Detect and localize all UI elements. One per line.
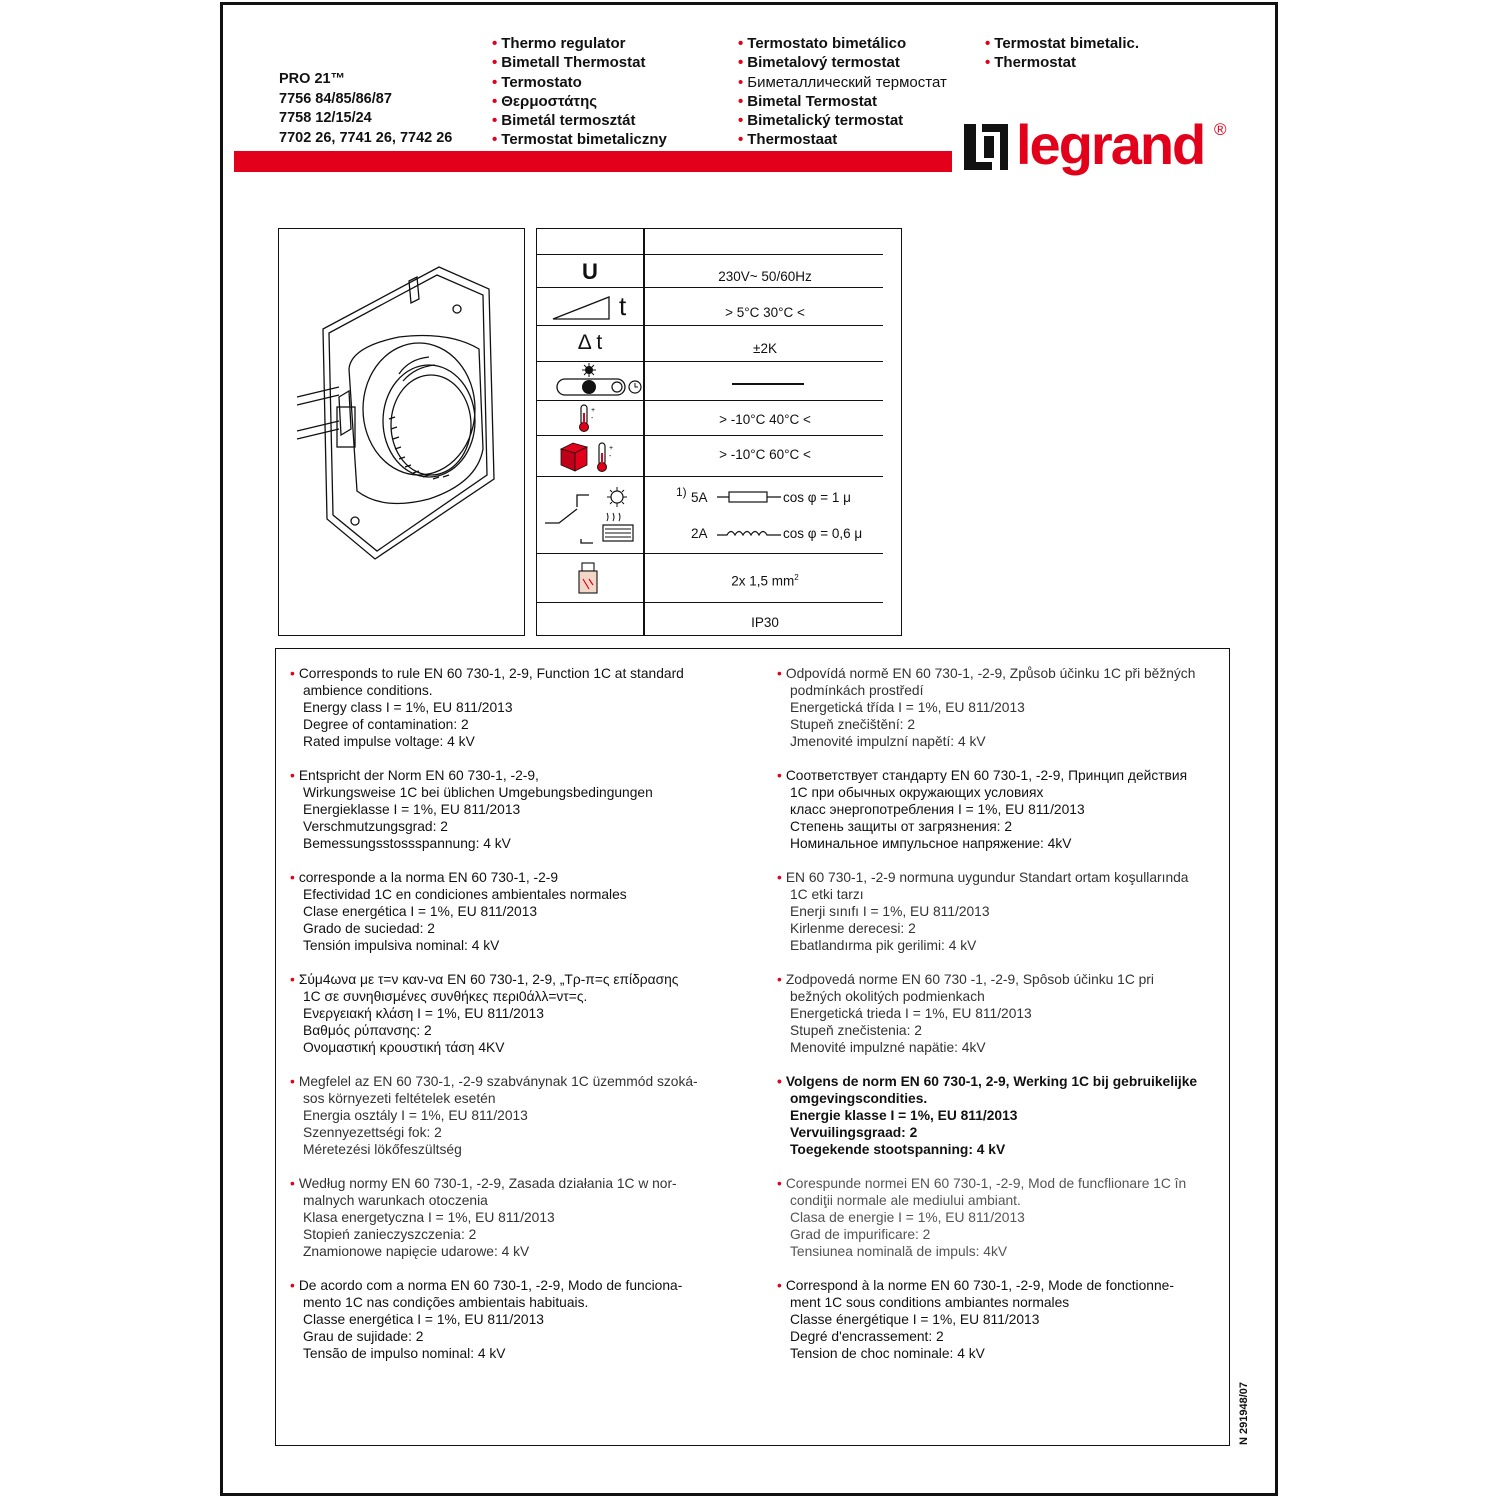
svg-text:-: - <box>609 453 612 460</box>
para-line: Znamionowe napięcie udarowe: 4 kV <box>303 1244 530 1260</box>
svg-text:+: + <box>591 407 596 414</box>
para-line: Grado de suciedad: 2 <box>303 921 435 937</box>
para-line: Stupeň znečištění: 2 <box>790 717 916 733</box>
para-line: Szennyezettségi fok: 2 <box>303 1125 442 1141</box>
para-line: Verschmutzungsgrad: 2 <box>303 819 448 835</box>
title-item: Bimetál termosztát <box>501 112 636 130</box>
para-line: Méretezési lökőfeszültség <box>303 1142 462 1158</box>
day-night-icon <box>539 363 643 399</box>
switch-contact-icon <box>543 483 639 549</box>
para-line: Energia osztály I = 1%, EU 811/2013 <box>303 1108 528 1124</box>
right-paragraph-4: • Volgens de norm EN 60 730-1, 2-9, Werking 1C bij gebruikelijke omgevingscondities. Energie klasse I = 1%, EU 811/2013 Vervuilingsgraad: 2 Toegekende stootspanning: 4 kV <box>765 1073 1197 1158</box>
para-line: Volgens de norm EN 60 730-1, 2-9, Werking 1C bij gebruikelijke <box>785 1074 1198 1089</box>
para-line: Stupeň znečistenia: 2 <box>790 1023 922 1039</box>
right-paragraph-0: • Odpovídá normě EN 60 730-1, -2-9, Způsob účinku 1C při běžných podmínkách prostředí Energetická třída I = 1%, EU 811/2013 Stupeň znečištění: 2 Jmenovité impulzní napětí: 4 kV <box>765 665 1195 750</box>
left-paragraph-2: • corresponde a la norma EN 60 730-1, -2-9 Efectividad 1C en condiciones ambientales normales Clase energética I = 1%, EU 811/2013 Grado de suciedad: 2 Tensión impulsiva nominal: 4 kV <box>278 869 627 954</box>
para-line: Odpovídá normě EN 60 730-1, -2-9, Způsob účinku 1C při běžných <box>785 666 1196 681</box>
svg-text:-: - <box>591 415 594 422</box>
spec-row-line <box>537 553 883 554</box>
load1-amp: 5A <box>691 490 708 505</box>
para-line: Energetická třída I = 1%, EU 811/2013 <box>790 700 1025 716</box>
para-line: Wirkungsweise 1C bei üblichen Umgebungsbedingungen <box>303 785 653 801</box>
para-line: Σύμ4ωνα με τ=ν καν-να EN 60 730-1, 2-9, „Τρ-π=ς επίδρασης <box>298 972 679 987</box>
para-line: Entspricht der Norm EN 60 730-1, -2-9, <box>298 768 539 783</box>
cable-sup: 2 <box>794 573 799 582</box>
title-item: Bimetalický termostat <box>747 112 904 130</box>
registered-mark: ® <box>1214 120 1227 139</box>
inductor-icon <box>717 526 781 540</box>
spec-row-line <box>537 476 883 477</box>
cable-text: 2x 1,5 mm <box>731 573 795 589</box>
title-item: Thermostat <box>994 54 1076 72</box>
voltage-symbol: U <box>582 259 598 284</box>
title-column-1: • Thermo regulator • Bimetall Thermostat • Termostato • Θερμοστάτης • Bimetál termosztát • Termostat bimetaliczny <box>492 35 667 149</box>
para-line: malnych warunkach otoczenia <box>303 1193 488 1209</box>
load2-cos: cos φ = 0,6 μ <box>783 526 863 541</box>
title-item: Thermostaat <box>747 131 838 149</box>
para-line: Tension de choc nominale: 4 kV <box>790 1346 985 1362</box>
load1-cos: cos φ = 1 μ <box>783 490 851 505</box>
title-item: Termostato <box>501 73 582 91</box>
title-item: Bimetal Termostat <box>747 92 878 110</box>
para-line: bežných okolitých podmienkach <box>790 989 985 1005</box>
para-line: Megfelel az EN 60 730-1, -2-9 szabványnak 1C üzemmód szoká- <box>298 1074 698 1089</box>
spec-row-line <box>537 254 883 255</box>
para-line: Degré d'encrassement: 2 <box>790 1329 944 1345</box>
ip-rating: IP30 <box>751 615 779 630</box>
product-line: PRO 21™ <box>279 71 346 87</box>
para-line: Według normy EN 60 730-1, -2-9, Zasada działania 1C w nor- <box>298 1176 677 1191</box>
para-line: Energieklasse I = 1%, EU 811/2013 <box>303 802 521 818</box>
spec-row-line <box>537 435 883 436</box>
spec-row-line <box>537 400 883 401</box>
resistor-icon <box>717 490 781 504</box>
para-line: Bemessungsstossspannung: 4 kV <box>303 836 511 852</box>
para-line: Energetická trieda I = 1%, EU 811/2013 <box>790 1006 1032 1022</box>
spec-row-line <box>537 325 883 326</box>
para-line: ambience conditions. <box>303 683 433 699</box>
title-item: Bimetalový termostat <box>747 54 900 72</box>
para-line: Energy class I = 1%, EU 811/2013 <box>303 700 513 716</box>
para-line: Grau de sujidade: 2 <box>303 1329 424 1345</box>
para-line: Соответствует стандарту EN 60 730-1, -2-9, Принцип действия <box>785 768 1188 783</box>
title-item: Θερμοστάτης <box>501 92 598 110</box>
title-column-2: • Termostato bimetálico • Bimetalový termostat • Биметаллический термостат • Bimetal Termostat • Bimetalický termostat • Thermostaat <box>738 35 947 149</box>
right-paragraph-2: • EN 60 730-1, -2-9 normuna uygundur Standart ortam koşullarında 1C etki tarzı Enerji sınıfı I = 1%, EU 811/2013 Kirlenme derecesi: 2 Ebatlandırma pik gerilimi: 4 kV <box>765 869 1188 954</box>
para-line: sos környezeti feltételek esetén <box>303 1091 496 1107</box>
para-line: EN 60 730-1, -2-9 normuna uygundur Standart ortam koşullarında <box>785 870 1189 885</box>
title-item: Termostato bimetálico <box>747 35 907 52</box>
para-line: Tensión impulsiva nominal: 4 kV <box>303 938 500 954</box>
left-paragraph-0: • Corresponds to rule EN 60 730-1, 2-9, Function 1C at standard ambience conditions. Energy class I = 1%, EU 811/2013 Degree of contamination: 2 Rated impulse voltage: 4 kV <box>278 665 684 750</box>
title-item: Thermo regulator <box>501 35 626 52</box>
para-line: Tensiunea nominală de impuls: 4kV <box>790 1244 1008 1260</box>
left-paragraph-1: • Entspricht der Norm EN 60 730-1, -2-9, Wirkungsweise 1C bei üblichen Umgebungsbedingungen Energieklasse I = 1%, EU 811/2013 Verschmutzungsgrad: 2 Bemessungsstossspannung: 4 kV <box>278 767 653 852</box>
para-line: Clase energética I = 1%, EU 811/2013 <box>303 904 538 920</box>
product-line: 7702 26, 7741 26, 7742 26 <box>279 129 453 146</box>
range-symbol: t <box>619 291 627 321</box>
para-line: Classe energética I = 1%, EU 811/2013 <box>303 1312 544 1328</box>
para-line: Ονομαστική κρουστική τάση 4KV <box>303 1040 505 1056</box>
para-line: De acordo com a norma EN 60 730-1, -2-9, Modo de funciona- <box>298 1278 683 1293</box>
red-header-bar <box>234 151 952 172</box>
left-paragraph-6: • De acordo com a norma EN 60 730-1, -2-9, Modo de funciona- mento 1C nas condições ambientais habituais. Classe energética I = 1%, EU 811/2013 Grau de sujidade: 2 Tensão de impulso nominal: 4 kV <box>278 1277 682 1362</box>
range-ramp-icon <box>551 293 611 321</box>
para-line: Jmenovité impulzní napětí: 4 kV <box>790 734 986 750</box>
para-line: podmínkách prostředí <box>790 683 924 699</box>
spec-row-line <box>537 361 883 362</box>
para-line: mento 1C nas condições ambientais habituais. <box>303 1295 589 1311</box>
spec-table <box>536 228 902 636</box>
load2-amp: 2A <box>691 526 708 541</box>
para-line: Ενεργειακή κλάση I = 1%, EU 811/2013 <box>303 1006 544 1022</box>
para-line: Toegekende stootspanning: 4 kV <box>790 1142 1006 1158</box>
para-line: Clasa de energie I = 1%, EU 811/2013 <box>790 1210 1025 1226</box>
para-line: класс энергопотребления I = 1%, EU 811/2013 <box>790 802 1085 818</box>
product-drawing-box <box>278 228 525 636</box>
differential-value: ±2K <box>753 341 777 356</box>
document-number: N 291948/07 <box>1238 1382 1250 1445</box>
para-line: Classe énergétique I = 1%, EU 811/2013 <box>790 1312 1040 1328</box>
voltage-value: 230V~ 50/60Hz <box>718 269 812 284</box>
para-line: Degree of contamination: 2 <box>303 717 469 733</box>
para-line: Kirlenme derecesi: 2 <box>790 921 916 937</box>
para-line: Grad de impurificare: 2 <box>790 1227 931 1243</box>
para-line: Correspond à la norme EN 60 730-1, -2-9, Mode de fonctionne- <box>785 1278 1174 1293</box>
title-item: Биметаллический термостат <box>747 73 947 91</box>
para-line: Βαθμός ρύπανσης: 2 <box>303 1023 432 1039</box>
para-line: Efectividad 1C en condiciones ambientales normales <box>303 887 627 903</box>
load-note: 1) <box>676 485 687 499</box>
para-line: condiţii normale ale mediului ambiant. <box>790 1193 1021 1209</box>
para-line: Степень защиты от загрязнения: 2 <box>790 819 1013 835</box>
para-line: Tensão de impulso nominal: 4 kV <box>303 1346 506 1362</box>
spec-row-line <box>537 602 883 603</box>
para-line: Enerji sınıfı I = 1%, EU 811/2013 <box>790 904 990 920</box>
para-line: Номинальное импульсное напряжение: 4kV <box>790 836 1072 852</box>
thermostat-drawing-icon <box>279 229 524 635</box>
para-line: 1C etki tarzı <box>790 887 864 903</box>
para-line: ment 1C sous conditions ambiantes normales <box>790 1295 1070 1311</box>
right-paragraph-1: • Соответствует стандарту EN 60 730-1, -2-9, Принцип действия 1С при обычных окружающих условиях класс энергопотребления I = 1%, EU 811/2013 Степень защиты от загрязнения: 2 Номинальное импульсное напряжение: 4kV <box>765 767 1187 852</box>
left-paragraph-5: • Według normy EN 60 730-1, -2-9, Zasada działania 1C w nor- malnych warunkach otoczenia Klasa energetyczna I = 1%, EU 811/2013 Stopień zanieczyszczenia: 2 Znamionowe napięcie udarowe: 4 kV <box>278 1175 677 1260</box>
product-codes <box>279 70 452 148</box>
para-line: Zodpovedá norme EN 60 730 -1, -2-9, Spôsob účinku 1C pri <box>785 972 1154 987</box>
range-value: > 5°C 30°C < <box>725 305 805 320</box>
para-line: Energie klasse I = 1%, EU 811/2013 <box>790 1108 1018 1124</box>
legrand-logo <box>960 113 1232 192</box>
para-line: Rated impulse voltage: 4 kV <box>303 734 475 750</box>
para-line: 1C σε συνηθισμένες συνθήκες περι0άλλ=ντ=ς. <box>303 989 588 1005</box>
para-line: Vervuilingsgraad: 2 <box>790 1125 918 1141</box>
right-paragraph-3: • Zodpovedá norme EN 60 730 -1, -2-9, Spôsob účinku 1C pri bežných okolitých podmienkach Energetická trieda I = 1%, EU 811/2013 Stupeň znečistenia: 2 Menovité impulzné napätie: 4kV <box>765 971 1154 1056</box>
cable-value <box>644 573 886 589</box>
para-line: Corresponds to rule EN 60 730-1, 2-9, Function 1C at standard <box>298 666 684 681</box>
differential-symbol: Δ t <box>577 331 603 354</box>
title-item: Termostat bimetalic. <box>994 35 1140 52</box>
storage-temp-value: > -10°C 60°C < <box>719 447 811 462</box>
para-line: Klasa energetyczna I = 1%, EU 811/2013 <box>303 1210 555 1226</box>
para-line: Corespunde normei EN 60 730-1, -2-9, Mod de funcflionare 1C în <box>785 1176 1187 1191</box>
right-paragraph-5: • Corespunde normei EN 60 730-1, -2-9, Mod de funcflionare 1C în condiţii normale ale mediului ambiant. Clasa de energie I = 1%, EU 811/2013 Grad de impurificare: 2 Tensiunea nominală de impuls: 4kV <box>765 1175 1186 1260</box>
title-item: Bimetall Thermostat <box>501 54 646 72</box>
para-line: corresponde a la norma EN 60 730-1, -2-9 <box>298 870 559 885</box>
para-line: 1С при обычных окружающих условиях <box>790 785 1044 801</box>
left-paragraph-3: • Σύμ4ωνα με τ=ν καν-να EN 60 730-1, 2-9, „Τρ-π=ς επίδρασης 1C σε συνηθισμένες συνθήκες περι0άλλ=ντ=ς. Ενεργειακή κλάση I = 1%, EU 811/2013 Βαθμός ρύπανσης: 2 Ονομαστική κρουστική τάση 4KV <box>278 971 678 1056</box>
thermometer-icon <box>575 403 605 433</box>
storage-box-icon <box>557 439 627 475</box>
product-line: 7758 12/15/24 <box>279 110 372 126</box>
left-paragraph-4: • Megfelel az EN 60 730-1, -2-9 szabványnak 1C üzemmód szoká- sos környezeti feltételek esetén Energia osztály I = 1%, EU 811/2013 Szennyezettségi fok: 2 Méretezési lökőfeszültség <box>278 1073 698 1158</box>
brand-wordmark: legrand <box>1016 113 1205 176</box>
title-column-3: • Termostat bimetalic. • Thermostat <box>985 35 1140 72</box>
compliance-text-box <box>275 648 1230 1446</box>
para-line: omgevingscondities. <box>790 1091 928 1107</box>
right-paragraph-6: • Correspond à la norme EN 60 730-1, -2-9, Mode de fonctionne- ment 1C sous conditions ambiantes normales Classe énergétique I = 1%, EU 811/2013 Degré d'encrassement: 2 Tension de choc nominale: 4 kV <box>765 1277 1174 1362</box>
title-item: Termostat bimetaliczny <box>501 131 667 149</box>
spec-row-line <box>537 287 883 288</box>
product-line: 7756 84/85/86/87 <box>279 90 392 107</box>
para-line: Ebatlandırma pik gerilimi: 4 kV <box>790 938 977 954</box>
terminal-block-icon <box>575 561 605 597</box>
svg-text:+: + <box>609 445 614 452</box>
para-line: Stopień zanieczyszczenia: 2 <box>303 1227 477 1243</box>
para-line: Menovité impulzné napätie: 4kV <box>790 1040 986 1056</box>
operating-temp-value: > -10°C 40°C < <box>719 412 811 427</box>
night-setback-dash <box>732 383 804 385</box>
legrand-symbol-icon <box>962 120 1012 180</box>
